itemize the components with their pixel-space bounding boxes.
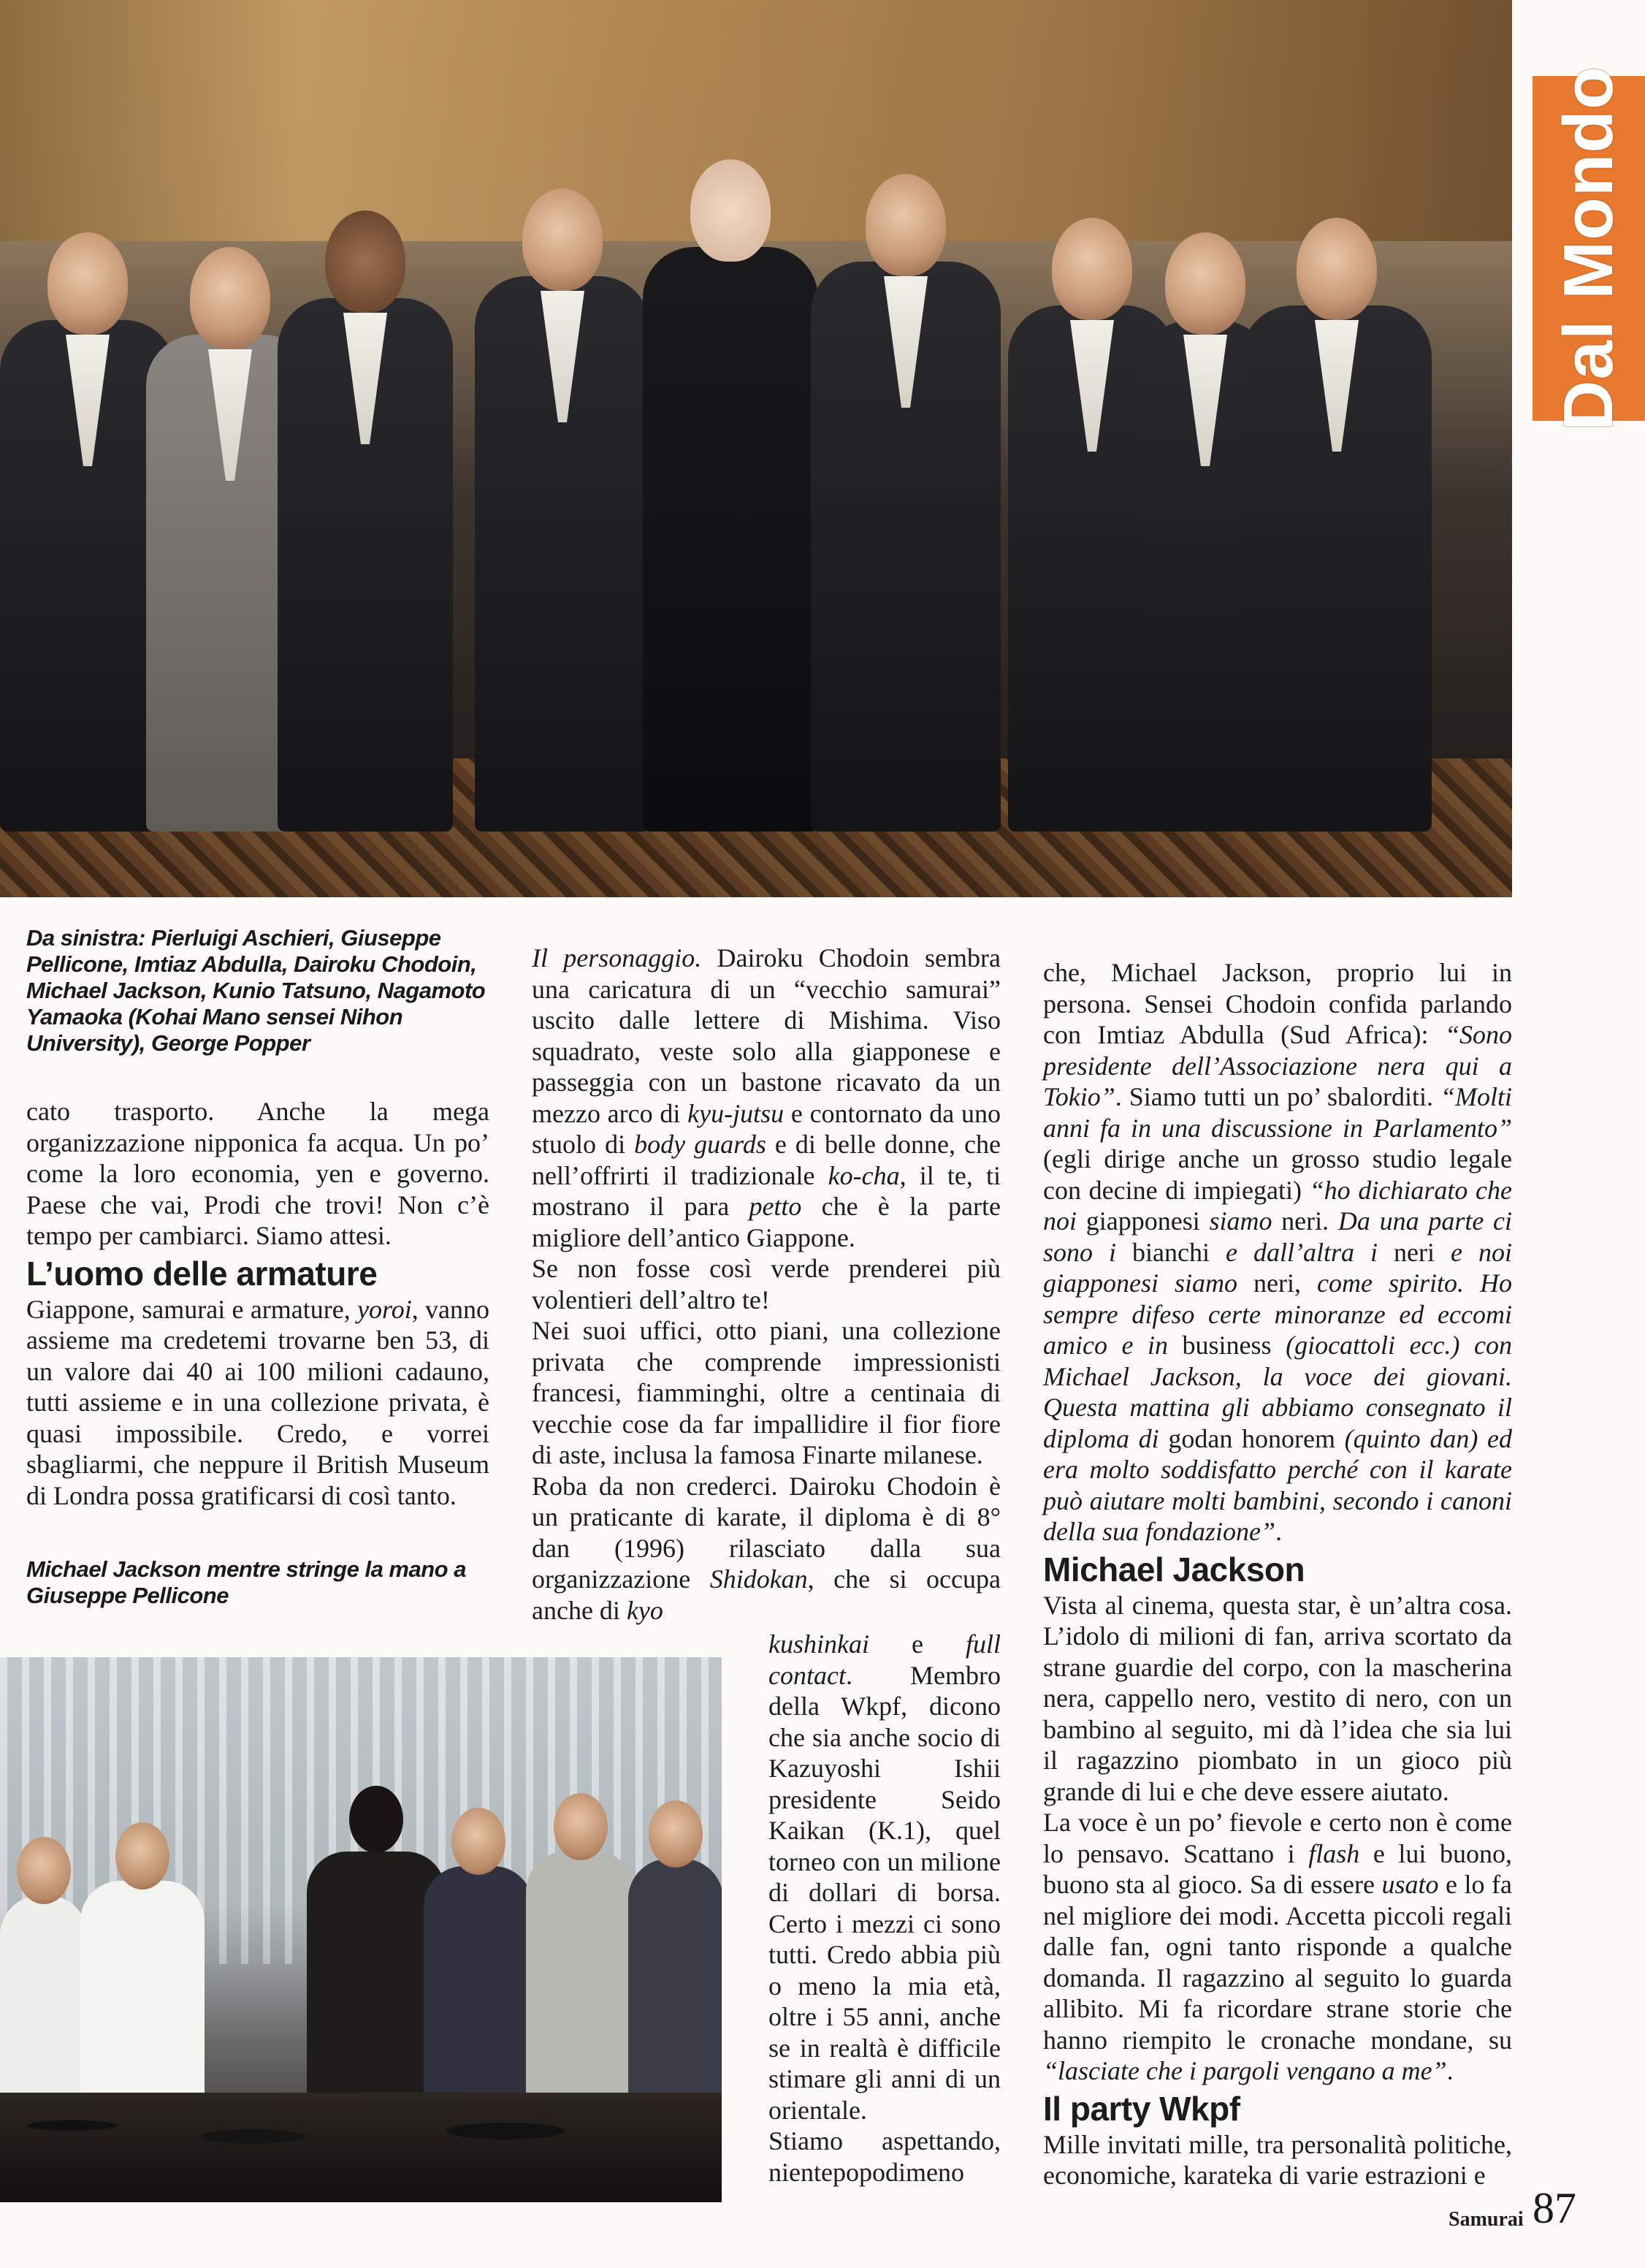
photo-person	[643, 247, 818, 832]
paragraph: Mille invitati mille, tra personalità politiche, economiche, karateka di varie estrazioni e	[1043, 2129, 1512, 2190]
paragraph: Vista al cinema, questa star, è un’altra cosa. L’idolo di milioni di fan, arriva scortato da strane guardie del corpo, con la mascherina nera, cappello nero, vestito di nero, con un bambino al seguito, mi dà l’idea che sia lui il ragazzino piombato in un gioco più grande di lui e che deve essere aiutato.	[1043, 1590, 1512, 1806]
section-heading: Il party Wkpf	[1043, 2089, 1240, 2128]
section-heading: L’uomo delle armature	[26, 1254, 378, 1293]
paragraph: Il personaggio. Dairoku Chodoin sembra una caricatura di un “vecchio samurai” uscito dalle lettere di Mishima. Viso squadrato, veste solo alla giapponese e passeggia con un bastone ricavato da un mezzo arco di kyu-jutsu e contornato da uno stuolo di body guards e di belle donne, che nell’offrirti il tradizionale ko-cha, il te, ti mostrano il para petto che è la parte migliore dell’antico Giappone.	[532, 943, 1001, 1252]
magazine-name: Samurai	[1449, 2208, 1524, 2231]
section-tab-label: Dal Mondo	[1549, 66, 1627, 431]
handshake-photo	[0, 1657, 722, 2202]
column-1	[26, 1096, 489, 1511]
paragraph: Se non fosse così verde prenderei più volentieri dell’altro te!	[532, 1254, 1001, 1314]
paragraph: che, Michael Jackson, proprio lui in persona. Sensei Chodoin confida parlando con Imtiaz Abdulla (Sud Africa): “Sono presidente dell’Associazione nera qui a Tokio”. Siamo tutti un po’ sbalorditi. “Molti anni fa in una discussione in Parlamento” (egli dirige anche un grosso studio legale con decine di impiegati) “ho dichiarato che noi giapponesi siamo neri. Da una parte ci sono i bianchi e dall’altra i neri e noi giapponesi siamo neri, come spirito. Ho sempre difeso certe minoranze ed eccomi amico e in business (giocattoli ecc.) con Michael Jackson, la voce dei giovani. Questa mattina gli abbiamo consegnato il diploma di godan honorem (quinto dan) ed era molto soddisfatto perché con il karate può aiutare molti bambini, secondo i canoni della sua fondazione”.	[1043, 958, 1513, 1546]
paragraph: cato trasporto. Anche la mega organizzazione nipponica fa acqua. Un po’ come la loro economia, yen e governo. Paese che vai, Prodi che trovi! Non c’è tempo per cambiarci. Siamo attesi.	[26, 1097, 489, 1250]
photo-person	[1242, 305, 1432, 832]
paragraph: kushinkai e full contact. Membro della Wkpf, dicono che sia anche socio di Kazuyoshi Ishii presidente Seido Kaikan (K.1), quel torneo con un milione di dollari di borsa. Certo i mezzi ci sono tutti. Credo abbia più o meno la mia età, oltre i 55 anni, anche se in realtà è difficile stimare gli anni di un orientale.	[768, 1629, 1001, 2125]
photo-person	[475, 276, 650, 832]
audience-silhouettes	[0, 2093, 722, 2202]
paragraph: Stiamo aspettando, nientepopodimeno	[768, 2126, 1001, 2187]
paragraph: La voce è un po’ fievole e certo non è come lo pensavo. Scattano i flash e lui buono, buono sta al gioco. Sa di essere usato e lo fa nel migliore dei modi. Accetta piccoli regali dalle fan, ogni tanto risponde a qualche domanda. Il ragazzino al seguito lo guarda allibito. Mi fa ricordare strane storie che hanno riempito le cronache mondane, su “lasciate che i pargoli vengano a me”.	[1043, 1808, 1513, 2085]
paragraph: Roba da non crederci. Dairoku Chodoin è un praticante di karate, il diploma è di 8° dan (1996) rilasciato dalla sua organizzazione Shidokan, che si occupa anche di kyo	[532, 1471, 1001, 1625]
paragraph: Nei suoi uffici, otto piani, una collezione privata che comprende impressionisti francesi, fiamminghi, oltre a centinaia di vecchie cose da far impallidire il fior fiore di aste, inclusa la famosa Finarte milanese.	[532, 1316, 1001, 1469]
page-number: 87	[1533, 2184, 1576, 2232]
photo-person	[811, 262, 1001, 832]
column-2	[532, 943, 1001, 1626]
section-tab	[1533, 66, 1645, 431]
top-photo-caption: Da sinistra: Pierluigi Aschieri, Giuseppe Pellicone, Imtiaz Abdulla, Dairoku Chodoin, Michael Jackson, Kunio Tatsuno, Nagamoto Yamaoka (Kohai Mano sensei Nihon University), George Popper	[26, 925, 486, 1056]
column-3	[1043, 957, 1512, 2191]
column-2-wrap	[768, 1629, 1001, 2188]
bottom-photo-caption: Michael Jackson mentre stringe la mano a Giuseppe Pellicone	[26, 1556, 466, 1608]
photo-person	[278, 298, 453, 832]
group-photo	[0, 0, 1512, 897]
section-heading: Michael Jackson	[1043, 1550, 1305, 1588]
paragraph: Giappone, samurai e armature, yoroi, vanno assieme ma credetemi trovarne ben 53, di un valore dai 40 ai 100 milioni cadauno, tutti assieme e in una collezione privata, è quasi impossibile. Credo, e vorrei sbagliarmi, che neppure il British Museum di Londra possa gratificarsi di così tanto.	[26, 1294, 490, 1510]
